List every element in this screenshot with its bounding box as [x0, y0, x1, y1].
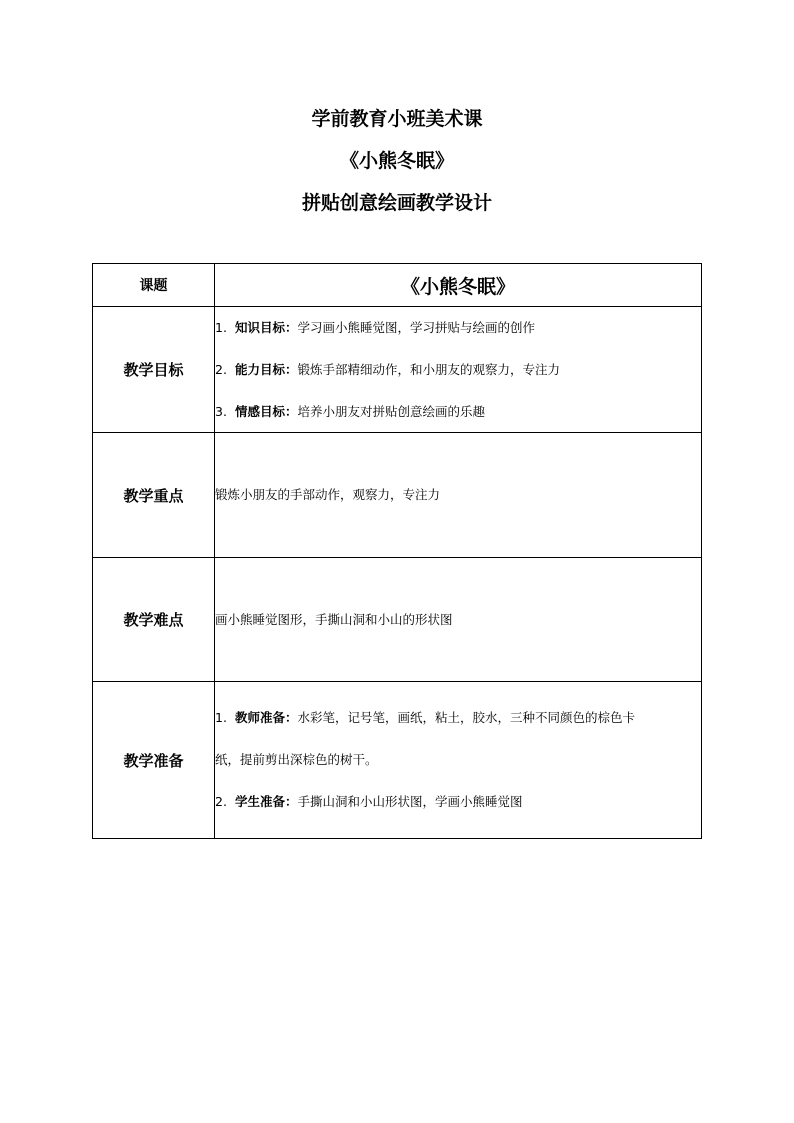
prep-number: 1. — [215, 710, 227, 725]
document-title-line2: 《小熊冬眠》 — [339, 150, 454, 172]
goal-number: 1. — [215, 319, 227, 335]
goal-number: 2. — [215, 361, 227, 377]
goal-text: 学习画小熊睡觉图，学习拼贴与绘画的创作 — [297, 319, 535, 335]
goal-item — [215, 360, 701, 380]
prep-content — [215, 682, 702, 839]
document-title-line3: 拼贴创意绘画教学设计 — [301, 192, 492, 214]
difficulty-content — [215, 558, 702, 682]
table-row-goals — [93, 307, 702, 433]
prep-item-student — [215, 792, 701, 812]
row-label-topic: 课题 — [93, 264, 215, 307]
row-label-focus: 教学重点 — [93, 433, 215, 558]
goals-content — [215, 307, 702, 433]
table-row-topic — [93, 264, 702, 307]
row-label-goals: 教学目标 — [93, 307, 215, 433]
focus-text: 锻炼小朋友的手部动作，观察力，专注力 — [215, 487, 441, 502]
goal-item — [215, 318, 701, 338]
topic-value: 《小熊冬眠》 — [215, 264, 702, 307]
prep-item-teacher — [215, 708, 701, 728]
prep-item-teacher-continued: 纸，提前剪出深棕色的树干。 — [215, 752, 378, 767]
goal-title: 情感目标： — [234, 403, 298, 419]
goal-item — [215, 402, 701, 422]
prep-text: 手撕山洞和小山形状图，学画小熊睡觉图 — [297, 794, 523, 809]
table-row-prep — [93, 682, 702, 839]
prep-title: 学生准备： — [234, 794, 298, 809]
goal-number: 3. — [215, 403, 227, 419]
row-label-difficulty: 教学难点 — [93, 558, 215, 682]
focus-content — [215, 433, 702, 558]
prep-text: 水彩笔，记号笔，画纸，粘土，胶水，三种不同颜色的棕色卡 — [297, 710, 635, 725]
row-label-prep: 教学准备 — [93, 682, 215, 839]
table-row-focus — [93, 433, 702, 558]
table-row-difficulty — [93, 558, 702, 682]
goal-text: 培养小朋友对拼贴创意绘画的乐趣 — [297, 403, 485, 419]
difficulty-text: 画小熊睡觉图形，手撕山洞和小山的形状图 — [215, 611, 453, 627]
goal-title: 知识目标： — [234, 319, 298, 335]
prep-title: 教师准备： — [234, 710, 298, 725]
goal-title: 能力目标： — [234, 361, 298, 377]
prep-number: 2. — [215, 794, 227, 809]
lesson-plan-table — [92, 263, 702, 839]
goal-text: 锻炼手部精细动作，和小朋友的观察力，专注力 — [297, 361, 560, 377]
document-title-line1: 学前教育小班美术课 — [311, 108, 483, 130]
